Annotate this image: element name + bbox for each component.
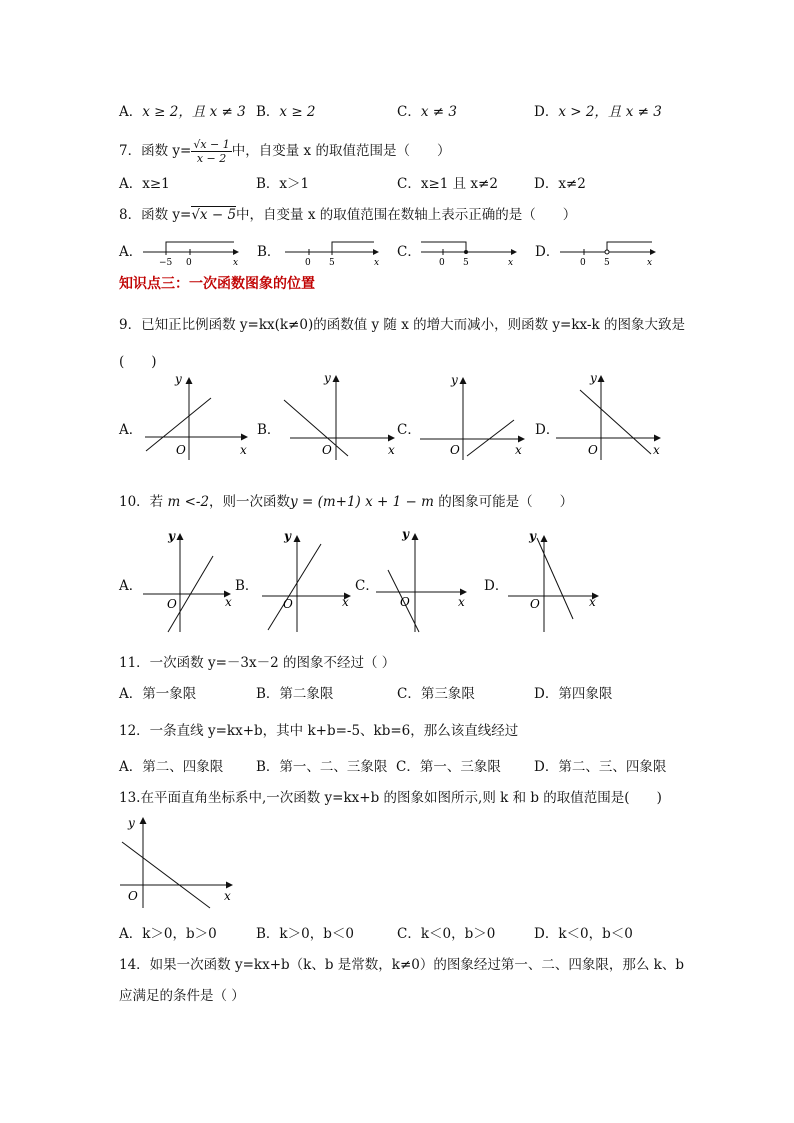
q8-b-axis-var: x — [374, 258, 380, 268]
q8-label-c: C． — [397, 244, 421, 260]
q8-line-a — [143, 242, 238, 268]
q10-a-x: x — [225, 595, 232, 609]
q14-stem-line2: 应满足的条件是（ ） — [119, 988, 245, 1004]
q7-option-b: B．x＞1 — [256, 176, 310, 192]
q10-a-y: y — [168, 529, 175, 543]
q10-graph-d — [508, 529, 598, 632]
q8-label-a: A． — [119, 244, 143, 260]
q9-stem-line1: 9．已知正比例函数 y=kx(k≠0)的函数值 y 随 x 的增大而减小，则函数 y=kx-k 的图象大致是 — [119, 317, 685, 333]
q10-c-o: O — [400, 595, 410, 609]
q10-graph-c — [376, 527, 466, 632]
q9-graph-a — [145, 372, 247, 460]
q11-option-c: C．第三象限 — [397, 686, 475, 702]
q7-stem: 7．函数 y= $\frac{√x - 1}{x - 2}$ 中，自变量 x 的取值范围是（ ） — [119, 138, 451, 165]
q6-option-a: A．x ≥ 2，且 x ≠ 3 — [119, 104, 246, 120]
q7-option-d: D．x≠2 — [534, 176, 586, 192]
q14-stem-line1: 14．如果一次函数 y=kx+b（k、b 是常数，k≠0）的图象经过第一、二、四象限，那么 k、b — [119, 957, 684, 973]
q13-graph — [110, 812, 250, 912]
q8-d-tick-5: 5 — [604, 258, 610, 268]
q9-graphs — [0, 368, 794, 463]
q8-a-tick-0: 0 — [186, 258, 192, 268]
q13-option-c: C．k＜0，b＞0 — [397, 926, 496, 942]
q10-label-d: D． — [484, 578, 509, 594]
q8-b-tick-5: 5 — [329, 258, 335, 268]
q10-b-o: O — [283, 597, 293, 611]
q10-graphs — [0, 522, 794, 637]
q13-option-a: A．k＞0，b＞0 — [119, 926, 217, 942]
q9-label-a: A． — [119, 422, 143, 438]
q13-option-b: B．k＞0，b＜0 — [256, 926, 354, 942]
q7-fraction: $\frac{√x - 1}{x - 2}$ — [193, 138, 230, 165]
q8-line-c — [421, 242, 516, 268]
q13-o: O — [128, 889, 138, 903]
q12-stem: 12．一条直线 y=kx+b，其中 k+b=-5、kb=6，那么该直线经过 — [119, 723, 519, 739]
q6-option-b: B．x ≥ 2 — [256, 104, 316, 120]
q9-a-o: O — [176, 443, 186, 457]
q8-label-b: B． — [257, 244, 281, 260]
q9-d-x: x — [653, 443, 660, 457]
q9-a-x: x — [240, 443, 247, 457]
q10-stem: 10．若 m <-2，则一次函数y = (m+1) x + 1 − m 的图象可能是（ ） — [119, 494, 574, 510]
q8-d-tick-0: 0 — [580, 258, 586, 268]
q9-graph-b — [284, 371, 395, 460]
q9-c-x: x — [515, 443, 522, 457]
q10-c-x: x — [458, 595, 465, 609]
q9-graph-d — [556, 371, 660, 460]
q9-b-y: y — [324, 371, 331, 385]
q10-graph-b — [262, 529, 350, 632]
q8-stem: 8．函数 y=√x − 5中，自变量 x 的取值范围在数轴上表示正确的是（ ） — [119, 207, 577, 223]
q12-option-c: C．第一、三象限 — [396, 759, 501, 775]
q10-d-x: x — [589, 595, 596, 609]
q10-b-y: y — [284, 529, 291, 543]
q12-option-a: A．第二、四象限 — [119, 759, 224, 775]
q10-d-o: O — [530, 597, 540, 611]
q11-option-b: B．第二象限 — [256, 686, 334, 702]
q9-label-b: B． — [257, 422, 281, 438]
q11-option-a: A．第一象限 — [119, 686, 197, 702]
q13-stem: 13.在平面直角坐标系中,一次函数 y=kx+b 的图象如图所示,则 k 和 b 的取值范围是( ) — [119, 790, 662, 806]
q8-c-tick-5: 5 — [463, 258, 469, 268]
q10-b-x: x — [342, 595, 349, 609]
q10-graph-a — [143, 529, 232, 632]
q6-option-d: D．x > 2，且 x ≠ 3 — [534, 104, 662, 120]
q9-c-o: O — [450, 443, 460, 457]
q10-d-y: y — [529, 529, 536, 543]
q8-label-d: D． — [535, 244, 560, 260]
q9-c-y: y — [451, 373, 458, 387]
q8-c-tick-0: 0 — [439, 258, 445, 268]
q12-option-d: D．第二、三、四象限 — [534, 759, 667, 775]
section3-heading: 知识点三：一次函数图象的位置 — [119, 276, 315, 292]
q12-option-b: B．第一、二、三象限 — [256, 759, 388, 775]
q9-label-d: D． — [535, 422, 560, 438]
q9-b-x: x — [388, 443, 395, 457]
q10-c-y: y — [402, 527, 409, 541]
q9-a-y: y — [175, 372, 182, 386]
q8-a-tick-neg5: −5 — [159, 258, 173, 268]
q8-a-axis-var: x — [233, 258, 239, 268]
q9-b-o: O — [322, 443, 332, 457]
q9-stem-line2: ( ) — [119, 354, 157, 370]
q6-option-c: C．x ≠ 3 — [397, 104, 457, 120]
q11-option-d: D．第四象限 — [534, 686, 613, 702]
q10-label-c: C． — [355, 578, 379, 594]
q10-label-a: A． — [119, 578, 143, 594]
q13-option-d: D．k＜0，b＜0 — [534, 926, 633, 942]
q8-c-axis-var: x — [508, 258, 514, 268]
q8-line-b — [285, 242, 379, 268]
q8-number-lines — [0, 232, 794, 272]
q10-label-b: B． — [235, 578, 259, 594]
q9-label-c: C． — [397, 422, 421, 438]
q8-b-tick-0: 0 — [305, 258, 311, 268]
q13-y: y — [128, 816, 135, 830]
q7-option-c: C．x≥1 且 x≠2 — [397, 176, 498, 192]
q10-a-o: O — [167, 597, 177, 611]
q9-graph-c — [420, 373, 524, 460]
q13-x: x — [224, 889, 231, 903]
q9-d-y: y — [590, 371, 597, 385]
q8-line-d — [560, 242, 655, 268]
q9-d-o: O — [588, 443, 598, 457]
q7-option-a: A．x≥1 — [119, 176, 170, 192]
q8-d-axis-var: x — [647, 258, 653, 268]
q11-stem: 11．一次函数 y=－3x－2 的图象不经过（ ） — [119, 655, 396, 671]
